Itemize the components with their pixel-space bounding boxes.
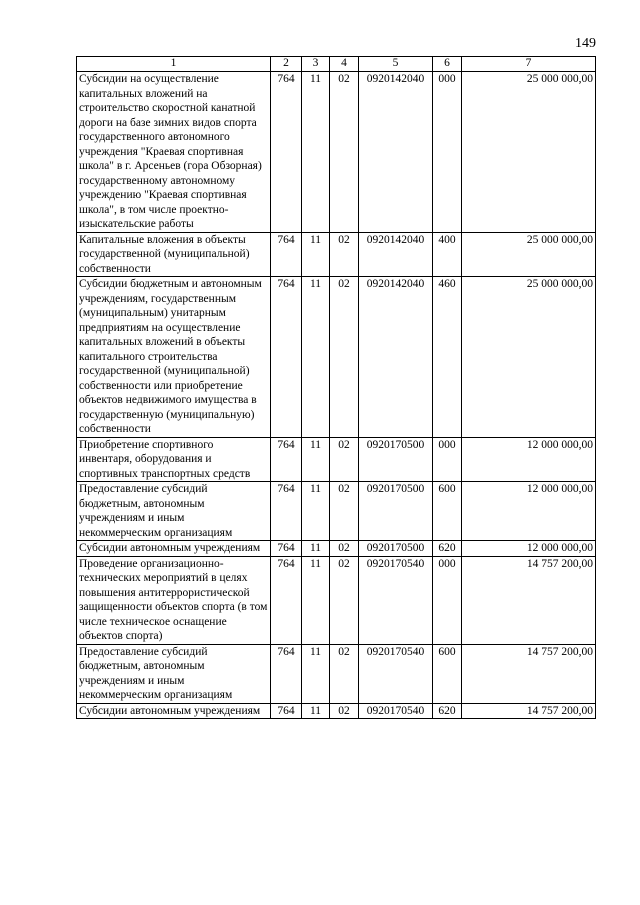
section-code: 11: [302, 703, 330, 719]
ministry-code: 764: [271, 232, 302, 277]
table-row: [77, 72, 596, 233]
table-row: [77, 277, 596, 438]
column-header: 4: [330, 57, 359, 72]
ministry-code: 764: [271, 72, 302, 233]
ministry-code: 764: [271, 482, 302, 541]
section-code: 11: [302, 277, 330, 438]
subsection-code: 02: [330, 437, 359, 482]
target-article-code: 0920142040: [359, 72, 433, 233]
amount: 25 000 000,00: [462, 72, 596, 233]
expense-type-code: 000: [433, 556, 462, 644]
row-name: Капитальные вложения в объекты государственной (муниципальной) собственности: [77, 232, 271, 277]
target-article-code: 0920170540: [359, 556, 433, 644]
row-name: Субсидии автономным учреждениям: [77, 541, 271, 557]
expense-type-code: 400: [433, 232, 462, 277]
subsection-code: 02: [330, 703, 359, 719]
amount: 12 000 000,00: [462, 541, 596, 557]
subsection-code: 02: [330, 482, 359, 541]
amount: 14 757 200,00: [462, 703, 596, 719]
section-code: 11: [302, 644, 330, 703]
table-header-row: [77, 57, 596, 72]
subsection-code: 02: [330, 541, 359, 557]
subsection-code: 02: [330, 72, 359, 233]
subsection-code: 02: [330, 644, 359, 703]
table-row: [77, 482, 596, 541]
target-article-code: 0920170540: [359, 703, 433, 719]
subsection-code: 02: [330, 556, 359, 644]
amount: 12 000 000,00: [462, 482, 596, 541]
expense-type-code: 600: [433, 482, 462, 541]
subsection-code: 02: [330, 277, 359, 438]
section-code: 11: [302, 72, 330, 233]
table-row: [77, 541, 596, 557]
ministry-code: 764: [271, 541, 302, 557]
column-header: 5: [359, 57, 433, 72]
table-row: [77, 556, 596, 644]
expense-type-code: 620: [433, 703, 462, 719]
expense-type-code: 000: [433, 437, 462, 482]
section-code: 11: [302, 437, 330, 482]
section-code: 11: [302, 541, 330, 557]
expense-type-code: 600: [433, 644, 462, 703]
target-article-code: 0920170500: [359, 482, 433, 541]
amount: 25 000 000,00: [462, 277, 596, 438]
column-header: 2: [271, 57, 302, 72]
target-article-code: 0920142040: [359, 232, 433, 277]
amount: 14 757 200,00: [462, 556, 596, 644]
row-name: Проведение организационно-технических мероприятий в целях повышения антитеррористической защищенности объектов спорта (в том числе техническое оснащение объектов спорта): [77, 556, 271, 644]
budget-table: [76, 56, 596, 719]
table-row: [77, 437, 596, 482]
target-article-code: 0920170500: [359, 437, 433, 482]
row-name: Субсидии автономным учреждениям: [77, 703, 271, 719]
column-header: 3: [302, 57, 330, 72]
ministry-code: 764: [271, 703, 302, 719]
row-name: Субсидии бюджетным и автономным учреждениям, государственным (муниципальным) унитарным предприятиям на осуществление капитальных вложений в объекты капитального строительства государственной (муниципальной) собственности или приобретение объектов недвижимого имущества в государственную (муниципальную) собственности: [77, 277, 271, 438]
row-name: Приобретение спортивного инвентаря, оборудования и спортивных транспортных средств: [77, 437, 271, 482]
ministry-code: 764: [271, 277, 302, 438]
amount: 12 000 000,00: [462, 437, 596, 482]
amount: 14 757 200,00: [462, 644, 596, 703]
ministry-code: 764: [271, 556, 302, 644]
section-code: 11: [302, 232, 330, 277]
row-name: Предоставление субсидий бюджетным, автономным учреждениям и иным некоммерческим организациям: [77, 644, 271, 703]
target-article-code: 0920142040: [359, 277, 433, 438]
amount: 25 000 000,00: [462, 232, 596, 277]
ministry-code: 764: [271, 437, 302, 482]
target-article-code: 0920170540: [359, 644, 433, 703]
column-header: 7: [462, 57, 596, 72]
page-number: 149: [575, 36, 596, 51]
ministry-code: 764: [271, 644, 302, 703]
table-row: [77, 232, 596, 277]
table-row: [77, 703, 596, 719]
subsection-code: 02: [330, 232, 359, 277]
row-name: Субсидии на осуществление капитальных вложений на строительство скоростной канатной дороги на базе зимних видов спорта государственного автономного учреждения "Краевая спортивная школа" в г. Арсеньев (гора Обзорная) государственному автономному учреждению "Краевая спортивная школа", в том числе проектно-изыскательские работы: [77, 72, 271, 233]
section-code: 11: [302, 482, 330, 541]
target-article-code: 0920170500: [359, 541, 433, 557]
column-header: 6: [433, 57, 462, 72]
expense-type-code: 460: [433, 277, 462, 438]
section-code: 11: [302, 556, 330, 644]
expense-type-code: 000: [433, 72, 462, 233]
column-header: 1: [77, 57, 271, 72]
row-name: Предоставление субсидий бюджетным, автономным учреждениям и иным некоммерческим организациям: [77, 482, 271, 541]
expense-type-code: 620: [433, 541, 462, 557]
table-row: [77, 644, 596, 703]
